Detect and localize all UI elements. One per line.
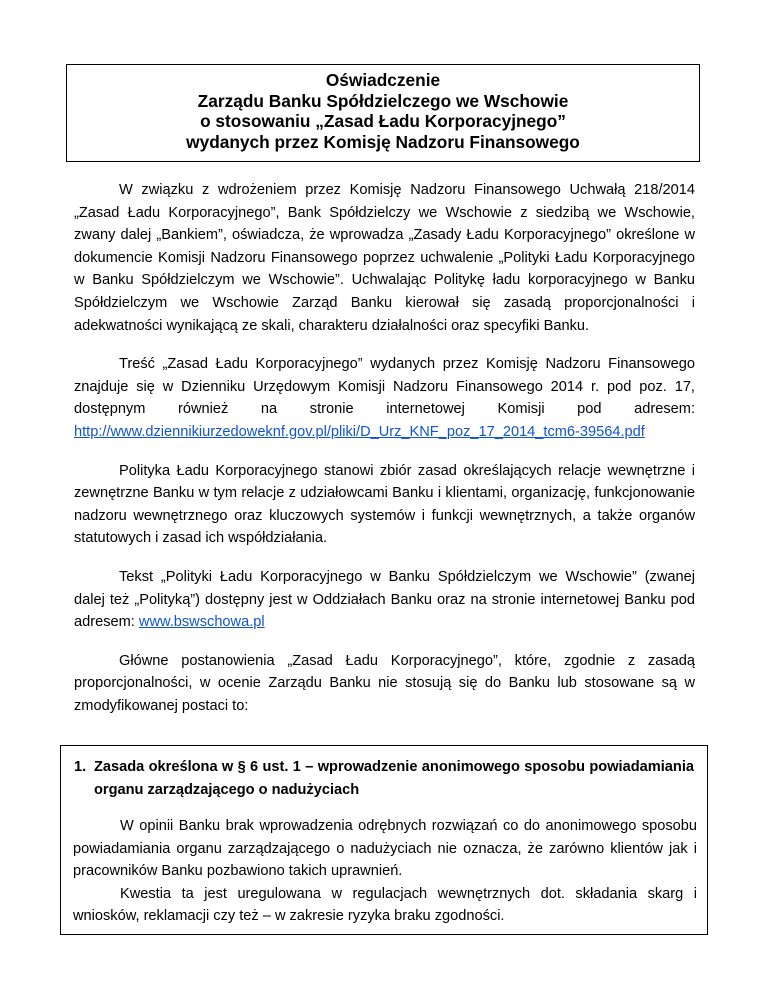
section-1-paragraph-1: W opinii Banku brak wprowadzenia odrębnych rozwiązań co do anonimowego sposobu powiadamiania organu zarządzającego o nadużyciach nie oznacza, że zarówno klientów jak i pracowników Banku pozbawiono takich uprawnień. [73,818,697,880]
section-1-box [60,745,708,935]
section-1-paragraph-2: Kwestia ta jest uregulowana w regulacjach wewnętrznych dot. składania skarg i wniosków, reklamacji czy też – w zakresie ryzyka braku zgodności. [73,885,697,925]
knf-document-link[interactable]: http://www.dziennikiurzedoweknf.gov.pl/pliki/D_Urz_KNF_poz_17_2014_tcm6-39564.pdf [74,423,645,440]
section-1-heading [74,756,694,801]
title-line-3: o stosowaniu „Zasad Ładu Korporacyjnego” [200,111,566,131]
section-1-heading-text: Zasada określona w § 6 ust. 1 – wprowadzenie anonimowego sposobu powiadamiania organu zarządzającego o nadużyciach [94,759,694,798]
paragraph-2-text: Treść „Zasad Ładu Korporacyjnego” wydanych przez Komisję Nadzoru Finansowego znajduje się w Dzienniku Urzędowym Komisji Nadzoru Finansowego 2014 r. pod poz. 17, dostępnym również na stronie internetowej Komisji pod adresem: [74,356,695,418]
title-box [66,64,700,162]
section-1-number: 1. [74,759,87,775]
paragraph-3: Polityka Ładu Korporacyjnego stanowi zbiór zasad określających relacje wewnętrzne i zewnętrzne Banku w tym relacje z udziałowcami Banku i klientami, organizację, funkcjonowanie nadzoru wewnętrznego oraz kluczowych systemów i funkcji wewnętrznych, a także organów statutowych i zasad ich współdziałania. [74,462,695,547]
bank-website-link[interactable]: www.bswschowa.pl [138,614,265,631]
paragraph-5: Główne postanowienia „Zasad Ładu Korporacyjnego”, które, zgodnie z zasadą proporcjonalności, w ocenie Zarządu Banku nie stosują się do Banku lub stosowane są w zmodyfikowanej postaci to: [74,652,695,714]
paragraph-4-text: Tekst „Polityki Ładu Korporacyjnego w Banku Spółdzielczym we Wschowie” (zwanej dalej też „Polityką”) dostępny jest w Oddziałach Banku oraz na stronie internetowej Banku pod adresem: [74,568,695,631]
section-1-body [73,815,697,928]
paragraph-2 [74,353,695,443]
paragraph-4 [74,566,695,634]
paragraph-1: W związku z wdrożeniem przez Komisję Nadzoru Finansowego Uchwałą 218/2014 „Zasad Ładu Korporacyjnego”, Bank Spółdzielczy we Wschowie z siedzibą we Wschowie, zwany dalej „Bankiem”, oświadcza, że wprowadza „Zasady Ładu Korporacyjnego” określone w dokumencie Komisji Nadzoru Finansowego poprzez uchwalenie „Polityki Ładu Korporacyjnego w Banku Spółdzielczym we Wschowie”. Uchwalając Politykę ładu korporacyjnego w Banku Spółdzielczym we Wschowie Zarząd Banku kierował się zasadą proporcjonalności i adekwatności wynikającą ze skali, charakteru działalności oraz specyfiki Banku. [74,182,695,334]
document-body [74,179,695,733]
title-line-2: Zarządu Banku Spółdzielczego we Wschowie [197,90,569,111]
title-line-4: wydanych przez Komisję Nadzoru Finansowego [186,131,580,152]
title-line-1: Oświadczenie [325,70,441,90]
